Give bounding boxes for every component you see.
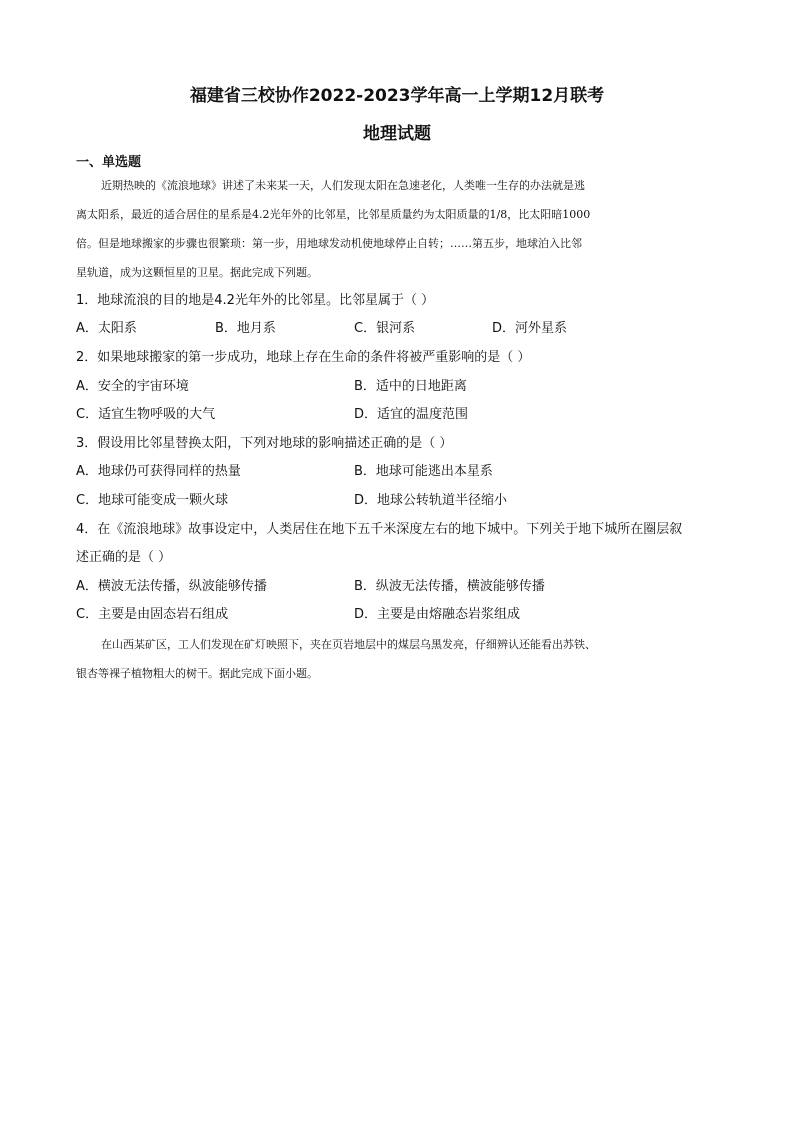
exam-subtitle: 地理试题 bbox=[363, 124, 431, 144]
question-4-options-row-1 bbox=[76, 572, 736, 601]
passage-line: 离太阳系，最近的适合居住的星系是4.2光年外的比邻星，比邻星质量约为太阳质量的1/8，比太阳暗1000 bbox=[76, 208, 591, 221]
exam-title: 福建省三校协作2022-2023学年高一上学期12月联考 bbox=[189, 86, 605, 106]
option-b: B．适中的日地距离 bbox=[354, 379, 467, 394]
question-4-stem-line-1: 4．在《流浪地球》故事设定中，人类居住在地下五千米深度左右的地下城中。下列关于地下城所在圈层叙 bbox=[76, 522, 683, 537]
passage-line: 倍。但是地球搬家的步骤也很繁琐：第一步，用地球发动机使地球停止自转；……第五步，地球泊入比邻 bbox=[76, 237, 582, 250]
question-3-stem: 3．假设用比邻星替换太阳，下列对地球的影响描述正确的是（ ） bbox=[76, 436, 453, 451]
reading-passage-1 bbox=[76, 171, 726, 287]
option-d: D．适宜的温度范围 bbox=[354, 407, 469, 422]
question-2-options-row-1 bbox=[76, 372, 736, 401]
question-1-options bbox=[76, 314, 736, 343]
question-3-options-row-2 bbox=[76, 486, 736, 515]
section-heading: 一、单选题 bbox=[76, 155, 142, 170]
passage-line: 在山西某矿区，工人们发现在矿灯映照下，夹在页岩地层中的煤层乌黑发亮，仔细辨认还能看出苏铁、 bbox=[101, 638, 596, 651]
option-a: A．安全的宇宙环境 bbox=[76, 379, 189, 394]
option-c: C．主要是由固态岩石组成 bbox=[76, 607, 229, 622]
question-4-options-row-2 bbox=[76, 600, 736, 629]
option-d: D．河外星系 bbox=[492, 321, 568, 336]
option-a: A．横波无法传播，纵波能够传播 bbox=[76, 579, 267, 594]
option-d: D．地球公转轨道半径缩小 bbox=[354, 493, 508, 508]
question-3-options-row-1 bbox=[76, 457, 736, 486]
passage-line: 银杏等裸子植物粗大的树干。据此完成下面小题。 bbox=[76, 667, 318, 680]
question-2-options-row-2 bbox=[76, 400, 736, 429]
option-c: C．银河系 bbox=[354, 321, 416, 336]
passage-line: 近期热映的《流浪地球》讲述了未来某一天，人们发现太阳在急速老化，人类唯一生存的办法就是逃 bbox=[101, 179, 585, 192]
option-b: B．纵波无法传播，横波能够传播 bbox=[354, 579, 545, 594]
question-1-stem: 1．地球流浪的目的地是4.2光年外的比邻星。比邻星属于（ ） bbox=[76, 293, 435, 308]
option-b: B．地月系 bbox=[215, 321, 276, 336]
option-c: C．适宜生物呼吸的大气 bbox=[76, 407, 216, 422]
option-b: B．地球可能逃出本星系 bbox=[354, 464, 493, 479]
question-2-stem: 2．如果地球搬家的第一步成功，地球上存在生命的条件将被严重影响的是（ ） bbox=[76, 350, 531, 365]
question-4-stem-line-2: 述正确的是（ ） bbox=[76, 550, 172, 565]
passage-line: 星轨道，成为这颗恒星的卫星。据此完成下列题。 bbox=[76, 266, 318, 279]
option-d: D．主要是由熔融态岩浆组成 bbox=[354, 607, 521, 622]
reading-passage-2 bbox=[76, 630, 726, 688]
option-a: A．太阳系 bbox=[76, 321, 137, 336]
option-c: C．地球可能变成一颗火球 bbox=[76, 493, 229, 508]
option-a: A．地球仍可获得同样的热量 bbox=[76, 464, 241, 479]
